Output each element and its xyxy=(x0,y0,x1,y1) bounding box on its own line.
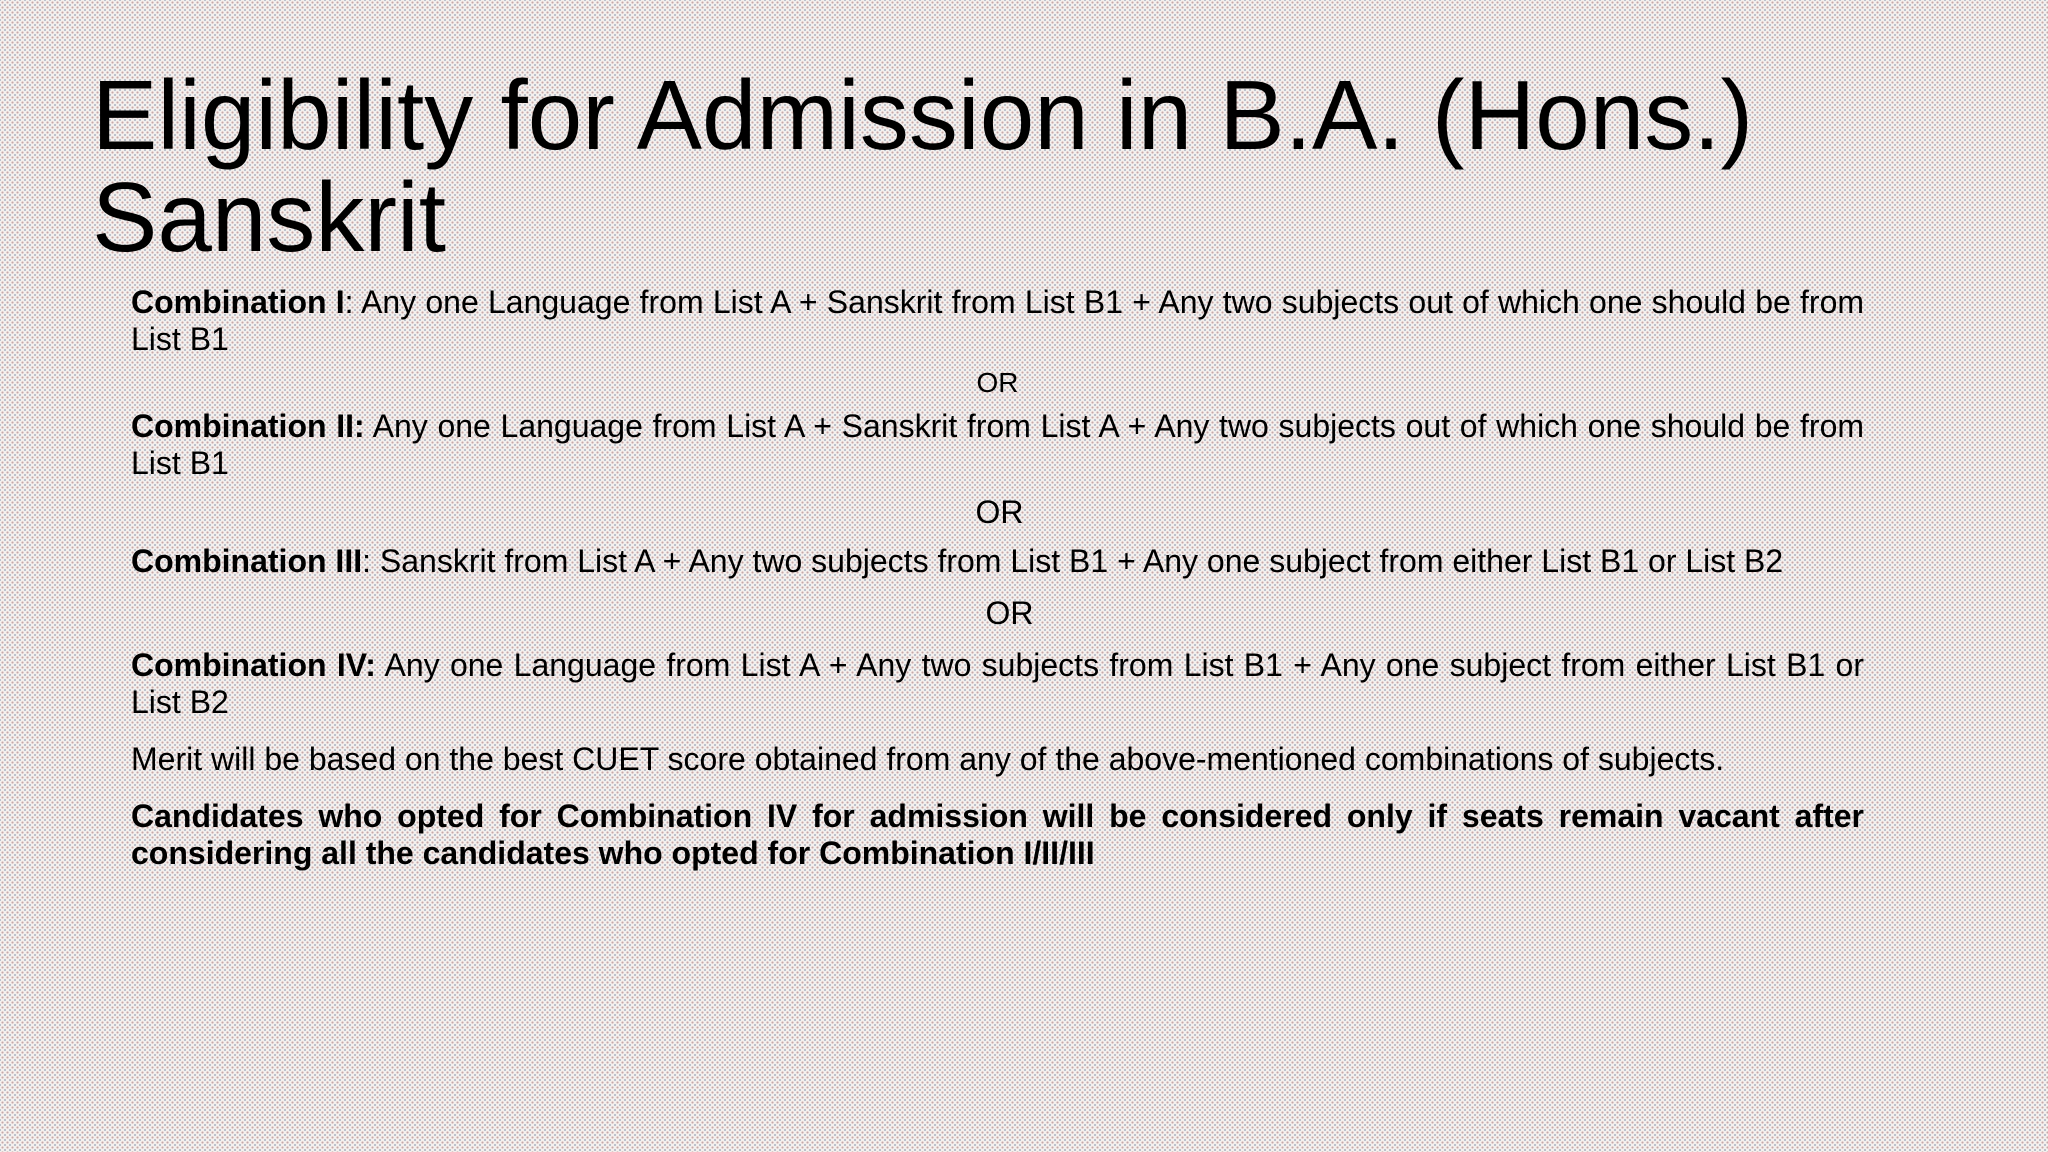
combination-4 xyxy=(131,647,1864,721)
merit-note: Merit will be based on the best CUET score obtained from any of the above-mentioned combinations of subjects. xyxy=(131,741,1725,777)
combination-2-separator xyxy=(365,408,373,444)
combination-3-label: Combination III xyxy=(131,543,363,579)
vacancy-note: Candidates who opted for Combination IV for admission will be considered only if seats remain vacant after considering all the candidates who opted for Combination I/II/III xyxy=(131,798,1864,871)
combination-4-text: Any one Language from List A + Any two subjects from List B1 + Any one subject from either List B1 or List B2 xyxy=(131,647,1865,720)
or-separator-2: OR xyxy=(975,494,1024,530)
combination-3-separator: : xyxy=(362,543,380,579)
or-separator-1: OR xyxy=(976,367,1019,398)
combination-1-text: Any one Language from List A + Sanskrit from List B1 + Any two subjects out of which one should be from List B1 xyxy=(131,284,1865,357)
slide-title: Eligibility for Admission in B.A. (Hons.) Sanskrit xyxy=(92,60,1754,272)
combination-2-text: Any one Language from List A + Sanskrit from List A + Any two subjects out of which one should be from List B1 xyxy=(131,408,1865,481)
combination-4-label: Combination IV: xyxy=(131,647,376,683)
combination-2 xyxy=(131,408,1864,482)
combination-4-separator xyxy=(376,647,385,683)
combination-2-label: Combination II: xyxy=(131,408,365,444)
combination-3-text: Sanskrit from List A + Any two subjects from List B1 + Any one subject from either List B1 or List B2 xyxy=(379,543,1784,579)
eligibility-content xyxy=(131,284,1864,872)
combination-3 xyxy=(131,543,1864,580)
or-separator-3: OR xyxy=(985,595,1034,631)
combination-1-label: Combination I xyxy=(131,284,345,320)
combination-1-separator: : xyxy=(344,284,362,320)
combination-1 xyxy=(131,284,1864,358)
